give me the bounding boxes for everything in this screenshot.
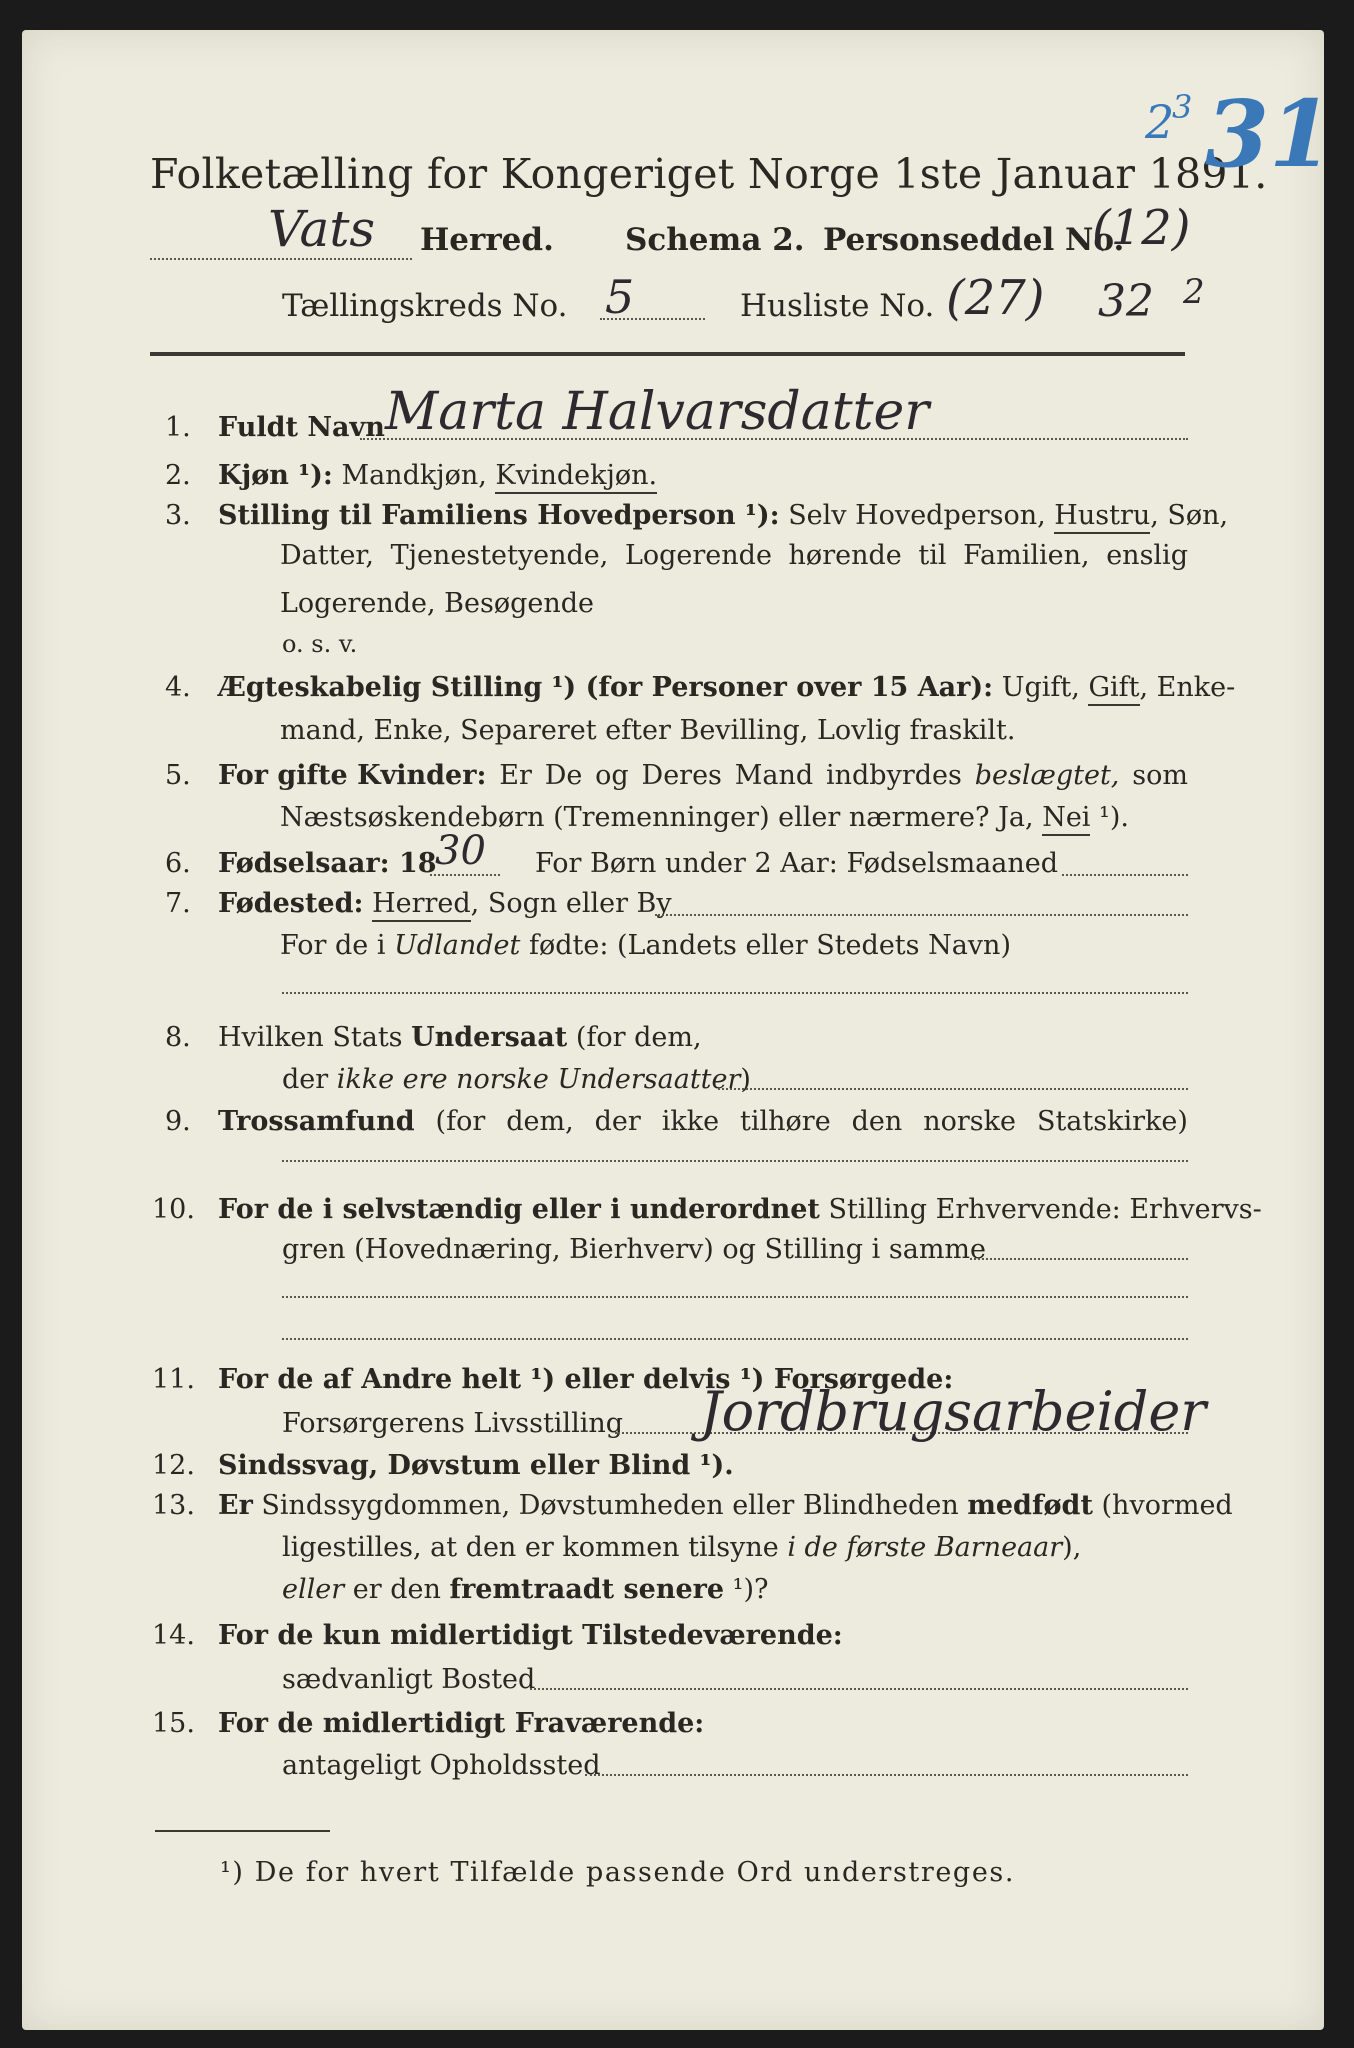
q3-word: Tjenestetyende, — [390, 540, 609, 571]
q5-word: De — [544, 760, 583, 791]
q7-abroad-suffix: fødte: (Landets eller Stedets Navn) — [528, 930, 1011, 961]
q5-number: 5. — [165, 760, 191, 791]
q10-label: For de i selvstændig eller i underordnet — [218, 1194, 820, 1225]
q13-line-3 — [282, 1574, 769, 1605]
q7-abroad-word: Udlandet — [394, 930, 521, 961]
footnote: ¹) De for hvert Tilfælde passende Ord understreges. — [220, 1857, 1016, 1888]
q2-option-female: Kvindekjøn. — [495, 460, 657, 494]
q9-number: 9. — [165, 1106, 191, 1137]
q3-number: 3. — [165, 500, 191, 531]
q3-option-son: , Søn, — [1150, 500, 1229, 531]
q7-abroad-line — [282, 992, 1188, 994]
q9-label: Trossamfund — [218, 1106, 415, 1137]
q6-month-line — [1062, 874, 1188, 876]
corner-number-a: 2 — [1145, 95, 1175, 149]
q13-line-1 — [218, 1490, 1233, 1521]
q2-label: Kjøn ¹): — [218, 460, 333, 491]
q13-hvormed: (hvormed — [1101, 1490, 1233, 1521]
kreds-value: 5 — [605, 270, 635, 324]
q2-number: 2. — [165, 460, 191, 491]
q13-barneaar: i de første Barneaar — [787, 1532, 1063, 1563]
q10-line-b — [282, 1296, 1188, 1298]
q4-option-gift: Gift — [1088, 672, 1139, 706]
q10-line-2: gren (Hovednæring, Bierhverv) og Stilling i samme — [282, 1234, 987, 1265]
q6-year-line — [430, 874, 500, 876]
q7-abroad-prefix: For de i — [280, 930, 386, 961]
q9-line — [282, 1160, 1188, 1162]
q7-option-rest: , Sogn eller By — [470, 888, 672, 919]
q11-line-2: Forsørgerens Livsstilling — [282, 1408, 624, 1439]
corner-number-c: 31 — [1205, 80, 1334, 188]
husliste-label: Husliste No. — [740, 288, 935, 324]
q4-number: 4. — [165, 672, 191, 703]
q14-number: 14. — [152, 1620, 195, 1651]
q3-line-4: o. s. v. — [282, 630, 358, 658]
q5-line-2 — [280, 802, 1129, 833]
q13-number: 13. — [152, 1490, 195, 1521]
q8-line — [718, 1088, 1188, 1090]
q10-line-a — [970, 1258, 1188, 1260]
q3-line-2 — [280, 540, 1188, 571]
q7-line — [655, 914, 1188, 916]
q5-line-1 — [218, 760, 1188, 791]
q4-label: Ægteskabelig Stilling ¹) (for Personer over 15 Aar): — [218, 672, 994, 703]
q13-fremtraadt: fremtraadt senere — [449, 1574, 725, 1605]
q8-number: 8. — [165, 1022, 191, 1053]
q1-label: Fuldt Navn — [218, 412, 385, 443]
q3-word: til — [918, 540, 947, 571]
q3-line-1 — [218, 500, 1228, 531]
q14-line-2: sædvanligt Bosted — [282, 1664, 536, 1695]
q11-line-1: For de af Andre helt ¹) eller delvis ¹) Forsørgede: — [218, 1364, 954, 1395]
q15-number: 15. — [152, 1708, 195, 1739]
q3-word: enslig — [1106, 540, 1188, 571]
q13-er: Er — [218, 1490, 253, 1521]
q13-er-den: er den — [352, 1574, 441, 1605]
q6-child-label: For Børn under 2 Aar: Fødselsmaaned — [535, 848, 1059, 879]
corner-number-b: 3 — [1172, 88, 1193, 126]
herred-value: Vats — [268, 200, 376, 258]
herred-label: Herred. — [420, 222, 554, 258]
personseddel-value: (12) — [1092, 200, 1191, 256]
q12-label: Sindssvag, Døvstum eller Blind ¹). — [218, 1450, 734, 1481]
q8-prefix: Hvilken Stats — [218, 1022, 403, 1053]
kreds-line — [600, 318, 705, 320]
q15-line-2: antageligt Opholdssted — [282, 1750, 601, 1781]
q9-word: norske — [923, 1106, 1016, 1137]
q9-word: tilhøre — [740, 1106, 831, 1137]
q2-row — [218, 460, 657, 491]
q4-option-enke: , Enke- — [1139, 672, 1236, 703]
form-title: Folketælling for Kongeriget Norge 1ste Januar 1891. — [150, 150, 1268, 198]
q5-word: Deres — [641, 760, 722, 791]
q11-number: 11. — [152, 1364, 195, 1395]
q8-line-2: der ikke ere norske Undersaatter) — [282, 1064, 751, 1095]
q5-footnote-ref: ¹). — [1099, 802, 1129, 833]
personseddel-label: Personseddel No. — [823, 222, 1125, 258]
q12-number: 12. — [152, 1450, 195, 1481]
q4-option-ugift: Ugift, — [1001, 672, 1080, 703]
q5-word: og — [595, 760, 629, 791]
q9-word: den — [851, 1106, 903, 1137]
q5-label: For gifte Kvinder: — [218, 760, 487, 791]
q5-word-beslaegtet: beslægtet, — [974, 760, 1120, 791]
q1-number: 1. — [165, 412, 191, 443]
q9-word: dem, — [506, 1106, 574, 1137]
q8-line-1 — [218, 1022, 702, 1053]
q5-word: Er — [499, 760, 532, 791]
q8-italic: ikke ere norske Undersaatter — [336, 1064, 741, 1095]
q13-medfodt: medfødt — [967, 1490, 1093, 1521]
header-divider — [150, 352, 1185, 356]
q7-line-2 — [280, 930, 1011, 961]
q6-label: Fødselsaar: 18 — [218, 848, 437, 879]
q3-option-hustru: Hustru — [1054, 500, 1150, 534]
q13-conditions: Sindssygdommen, Døvstumheden eller Blindheden — [261, 1490, 959, 1521]
q10-label-rest: Stilling Erhvervende: Erhvervs- — [828, 1194, 1262, 1225]
q8-suffix: (for dem, — [575, 1022, 702, 1053]
q14-line — [530, 1688, 1188, 1690]
q8-label: Undersaat — [411, 1022, 568, 1053]
q10-line-c — [282, 1338, 1188, 1340]
q13-line-2: ligestilles, at den er kommen tilsyne i de første Barneaar), — [282, 1532, 1082, 1563]
q3-line-3: Logerende, Besøgende — [280, 588, 594, 619]
q3-word: Datter, — [280, 540, 374, 571]
schema-label: Schema 2. — [625, 222, 805, 258]
q9-word: ikke — [661, 1106, 720, 1137]
q13-eller: eller — [282, 1574, 345, 1605]
q9-word: Statskirke) — [1036, 1106, 1188, 1137]
q5-word: indbyrdes — [826, 760, 962, 791]
q7-number: 7. — [165, 888, 191, 919]
husliste-extra-2: 2 — [1183, 272, 1205, 312]
q3-word: Familien, — [963, 540, 1090, 571]
q9-word: der — [594, 1106, 641, 1137]
q15-line — [585, 1774, 1188, 1776]
q3-label: Stilling til Familiens Hovedperson ¹): — [218, 500, 780, 531]
q7-line-1 — [218, 888, 672, 919]
kreds-label: Tællingskreds No. — [282, 288, 568, 324]
q5-word: som — [1132, 760, 1188, 791]
q10-number: 10. — [152, 1194, 195, 1225]
q11-occupation-value: Jordbrugsarbeider — [700, 1380, 1207, 1443]
q6-number: 6. — [165, 848, 191, 879]
q9-line-1 — [218, 1106, 1188, 1137]
q7-label: Fødested: — [218, 888, 364, 919]
husliste-extra: 32 — [1098, 276, 1154, 327]
q3-word: Logerende — [624, 540, 772, 571]
q14-line-1: For de kun midlertidigt Tilstedeværende: — [218, 1620, 843, 1651]
q8-der: der — [282, 1064, 329, 1095]
q1-name-value: Marta Halvarsdatter — [385, 382, 930, 442]
q4-line-1 — [218, 672, 1235, 703]
footnote-rule — [155, 1830, 330, 1832]
q10-line-1 — [218, 1194, 1262, 1225]
q5-question: Næstsøskendebørn (Tremenninger) eller nærmere? Ja, — [280, 802, 1034, 833]
q7-option-herred: Herred — [372, 888, 471, 922]
q13-ligestilles: ligestilles, at den er kommen tilsyne — [282, 1532, 779, 1563]
q4-line-2: mand, Enke, Separeret efter Bevilling, Lovlig fraskilt. — [280, 715, 1016, 746]
q5-word: Mand — [734, 760, 814, 791]
q2-option-male: Mandkjøn, — [341, 460, 487, 491]
q15-line-1: For de midlertidigt Fraværende: — [218, 1708, 705, 1739]
herred-line — [150, 258, 412, 260]
q9-word: (for — [435, 1106, 486, 1137]
q5-option-nei: Nei — [1042, 802, 1090, 836]
q3-option-self: Selv Hovedperson, — [788, 500, 1046, 531]
husliste-value: (27) — [946, 270, 1045, 326]
q6-year-value: 30 — [435, 828, 486, 874]
q3-word: hørende — [788, 540, 902, 571]
q13-footnote-ref: ¹)? — [732, 1574, 769, 1605]
